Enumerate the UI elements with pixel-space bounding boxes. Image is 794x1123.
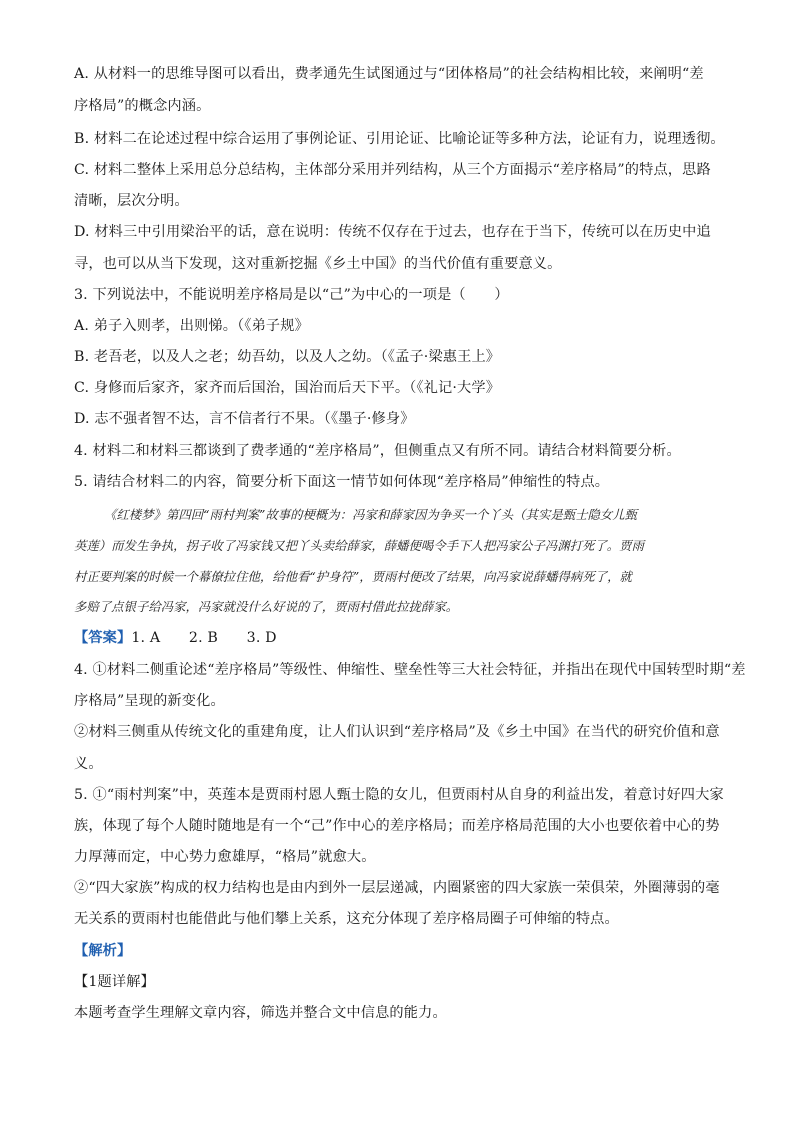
quote-line-4: 多赔了点银子给冯家，冯家就没什么好说的了，贾雨村借此拉拢薛家。 [74, 599, 459, 614]
answer-4-line-2: 序格局”呈现的新变化。 [74, 693, 225, 709]
detail-text: 本题考查学生理解文章内容，筛选并整合文中信息的能力。 [74, 1005, 447, 1021]
q3-option-d: D. 志不强者智不达，言不信者行不果。（《墨子·修身》 [74, 411, 415, 427]
answer-4-line-3: ②材料三侧重从传统文化的重建角度，让人们认识到“差序格局”及《乡土中国》在当代的研究价值和意 [74, 724, 720, 740]
answer-4-line-4: 义。 [74, 756, 103, 772]
option-c-line-2: 清晰，层次分明。 [74, 193, 189, 209]
answer-5-line-3: 力厚薄而定，中心势力愈雄厚，“格局”就愈大。 [74, 849, 376, 865]
answer-5-line-1: 5. ①“雨村判案”中，英莲本是贾雨村恩人甄士隐的女儿，但贾雨村从自身的利益出发，着意讨好四大家 [74, 787, 724, 803]
detail-label: 【1题详解】 [74, 974, 155, 990]
option-d-line-1: D. 材料三中引用梁治平的话，意在说明：传统不仅存在于过去，也存在于当下，传统可以在历史中追 [74, 224, 711, 240]
answer-text: 1. A 2. B 3. D [131, 630, 277, 646]
q3-option-b: B. 老吾老，以及人之老；幼吾幼，以及人之幼。（《孟子·梁惠王上》 [74, 349, 501, 365]
quote-line-3: 村正要判案的时候一个幕僚拉住他，给他看“护身符”，贾雨村便改了结果，向冯家说薛蟠得病死了，就 [74, 569, 632, 584]
quote-line-1: 《红楼梦》第四回“雨村判案”故事的梗概为：冯家和薛家因为争买一个丫头（其实是甄士隐女儿甄 [104, 507, 638, 522]
quote-line-2: 英莲）而发生争执，拐子收了冯家钱又把丫头卖给薛家，薛蟠便喝令手下人把冯家公子冯渊打死了。贾雨 [74, 538, 644, 553]
analysis-label: 【解析】 [74, 943, 132, 959]
question-4: 4. 材料二和材料三都谈到了费孝通的“差序格局”，但侧重点又有所不同。请结合材料简要分析。 [74, 443, 681, 459]
q3-option-a: A. 弟子入则孝，出则悌。（《弟子规》 [74, 318, 309, 334]
q3-option-c: C. 身修而后家齐，家齐而后国治，国治而后天下平。（《礼记·大学》 [74, 380, 501, 396]
option-c-line-1: C. 材料二整体上采用总分总结构，主体部分采用并列结构，从三个方面揭示“差序格局”的特点，思路 [74, 162, 711, 178]
option-d-line-2: 寻，也可以从当下发现，这对重新挖掘《乡土中国》的当代价值有重要意义。 [74, 256, 562, 272]
option-b-line: B. 材料二在论述过程中综合运用了事例论证、引用论证、比喻论证等多种方法，论证有力，说理透彻。 [74, 131, 725, 147]
option-a-line-1: A. 从材料一的思维导图可以看出，费孝通先生试图通过与“团体格局”的社会结构相比较，来阐明“差 [74, 66, 704, 82]
option-a-line-2: 序格局”的概念内涵。 [74, 98, 211, 114]
answer-label: 【答案】 [74, 630, 132, 646]
answer-row [74, 627, 724, 649]
question-3: 3. 下列说法中，不能说明差序格局是以“己”为中心的一项是（ ） [74, 287, 509, 303]
answer-5-line-4: ②“四大家族”构成的权力结构也是由内到外一层层递减，内圈紧密的四大家族一荣俱荣，外圈薄弱的毫 [74, 880, 720, 896]
answer-4-line-1: 4. ①材料二侧重论述“差序格局”等级性、伸缩性、壁垒性等三大社会特征，并指出在现代中国转型时期“差 [74, 662, 746, 678]
answer-5-line-5: 无关系的贾雨村也能借此与他们攀上关系，这充分体现了差序格局圈子可伸缩的特点。 [74, 911, 619, 927]
question-5: 5. 请结合材料二的内容，简要分析下面这一情节如何体现“差序格局”伸缩性的特点。 [74, 474, 610, 490]
answer-5-line-2: 族，体现了每个人随时随地是有一个“己”作中心的差序格局；而差序格局范围的大小也要依着中心的势 [74, 818, 720, 834]
